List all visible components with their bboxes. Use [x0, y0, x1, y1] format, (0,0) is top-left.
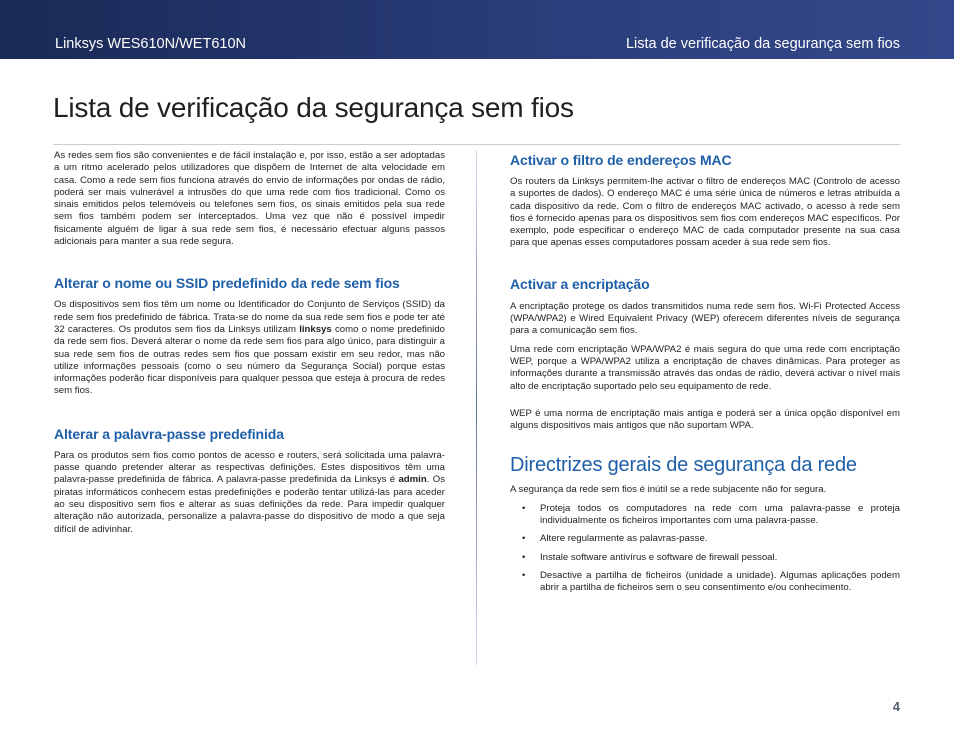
heading-encryption: Activar a encriptação	[510, 275, 650, 292]
heading-change-ssid: Alterar o nome ou SSID predefinido da rede sem fios	[54, 275, 400, 292]
bullet-icon: •	[522, 569, 526, 581]
list-item	[510, 503, 900, 528]
page-title: Lista de verificação da segurança sem fios	[53, 92, 574, 123]
bold-default-password: admin	[398, 474, 427, 486]
paragraph-encryption-3: WEP é uma norma de encriptação mais antiga e poderá ser a única opção disponível em alguns dispositivos mais antigos que não suportam WPA.	[510, 407, 900, 432]
list-item	[510, 570, 900, 595]
paragraph-mac-filter: Os routers da Linksys permitem-lhe activar o filtro de endereços MAC (Controlo de acesso a suportes de dados). O endereço MAC é uma série única de números e letras atribuída a cada dispositivo da rede. Com o filtro de endereços MAC activado, o acesso à rede sem fios é fornecido apenas para os dispositivos sem fios com endereços MAC específicos. Por exemplo, pode especificar o endereço MAC de cada computador presente na sua casa para que apenas esses computadores possam aceder à sua rede sem fios.	[510, 176, 900, 249]
bullet-icon: •	[522, 533, 526, 545]
header-product-name: Linksys WES610N/WET610N	[55, 36, 246, 52]
title-divider	[53, 144, 900, 145]
list-item-text: Altere regularmente as palavras-passe.	[540, 533, 708, 545]
heading-general-guidelines: Directrizes gerais de segurança da rede	[510, 454, 857, 477]
text-segment: Para os produtos sem fios como pontos de acesso e routers, será solicitada uma palavra-passe quando pretender alterar as respectivas definições. Estes dispositivos têm uma palavra-passe predefinida de fábrica. A palavra-passe predefinida da Linksys é	[54, 449, 445, 486]
bold-default-ssid: linksys	[299, 323, 332, 335]
text-segment: . Os piratas informáticos conhecem estas predefinições e poderão tentar utilizá-las para aceder ao seu dispositivo sem fios e alterar as suas definições da rede. Para impedir qualquer alteração não autorizada, personalize a palavra-passe do dispositivo de modo a que seja difícil de adivinhar.	[54, 474, 445, 535]
left-column	[54, 150, 445, 536]
right-column	[510, 150, 900, 601]
header-section-title: Lista de verificação da segurança sem fios	[625, 36, 900, 52]
list-item-text: Desactive a partilha de ficheiros (unidade a unidade). Algumas aplicações podem abrir a partilha de ficheiros sem o seu consentimento e/ou conhecimento.	[540, 569, 900, 594]
paragraph-encryption-1: A encriptação protege os dados transmitidos numa rede sem fios. Wi-Fi Protected Access (WPA/WPA2) e Wired Equivalent Privacy (WEP) oferecem diferentes níveis de segurança para a comunicação sem fios.	[510, 300, 900, 337]
text-segment: Os dispositivos sem fios têm um nome ou Identificador do Conjunto de Serviços (SSID) da rede sem fios predefinido de fábrica. Trata-se do nome da sua rede sem fios e pode ter até 32 caracteres. Os produtos sem fios da Linksys utilizam	[54, 299, 445, 335]
page-header-banner	[0, 0, 954, 59]
bullet-icon: •	[522, 502, 526, 514]
list-item-text: Proteja todos os computadores na rede com uma palavra-passe e proteja individualmente os ficheiros importantes com uma palavra-passe.	[540, 502, 900, 527]
guidelines-list	[510, 503, 900, 595]
paragraph-encryption-2: Uma rede com encriptação WPA/WPA2 é mais segura do que uma rede com encriptação WEP, porque a WPA/WPA2 utiliza a encriptação de chaves dinâmicas. Para proteger as informações durante a transmissão através das ondas de rádio, deverá activar o nível mais alto de encriptação suportado pelo seu equipamento de rede.	[510, 343, 900, 392]
list-item	[510, 533, 900, 545]
list-item	[510, 552, 900, 564]
heading-mac-filter: Activar o filtro de endereços MAC	[510, 152, 732, 168]
bullet-icon: •	[522, 551, 526, 563]
page-number: 4	[892, 699, 900, 714]
column-divider	[476, 150, 477, 665]
paragraph-change-ssid	[54, 299, 445, 397]
heading-change-password: Alterar a palavra-passe predefinida	[54, 425, 284, 442]
list-item-text: Instale software antivírus e software de firewall pessoal.	[540, 551, 778, 563]
paragraph-guidelines-intro: A segurança da rede sem fios é inútil se a rede subjacente não for segura.	[510, 484, 827, 496]
text-segment: como o nome predefinido da rede sem fios. Deverá alterar o nome da rede sem fios para algo único, para distinguir a sua rede sem fios de outras redes sem fios que possam existir em seu redor, mas não utilize informações pessoais (como o seu número da Segurança Social) porque estas informações poderão ficar disponíveis para qualquer pessoa que esteja à procura de redes sem fios.	[54, 323, 445, 397]
intro-paragraph: As redes sem fios são convenientes e de fácil instalação e, por isso, estão a ser adoptadas a um ritmo acelerado pelos utilizadores que dispõem de Internet de alta velocidade em casa. Como a rede sem fios funciona através do envio de informações por ondas de rádio, poderá ser mais vulnerável a intrusões do que uma rede com fios tradicional. Como os sinais emitidos pelos telemóveis ou telefones sem fios, os sinais emitidos pela sua rede sem fios também podem ser interceptados. Uma vez que não é possível impedir fisicamente alguém de ligar à sua rede sem fios, é necessário efectuar alguns passos adicionais para manter a sua rede segura.	[54, 150, 445, 248]
paragraph-change-password	[54, 450, 445, 536]
